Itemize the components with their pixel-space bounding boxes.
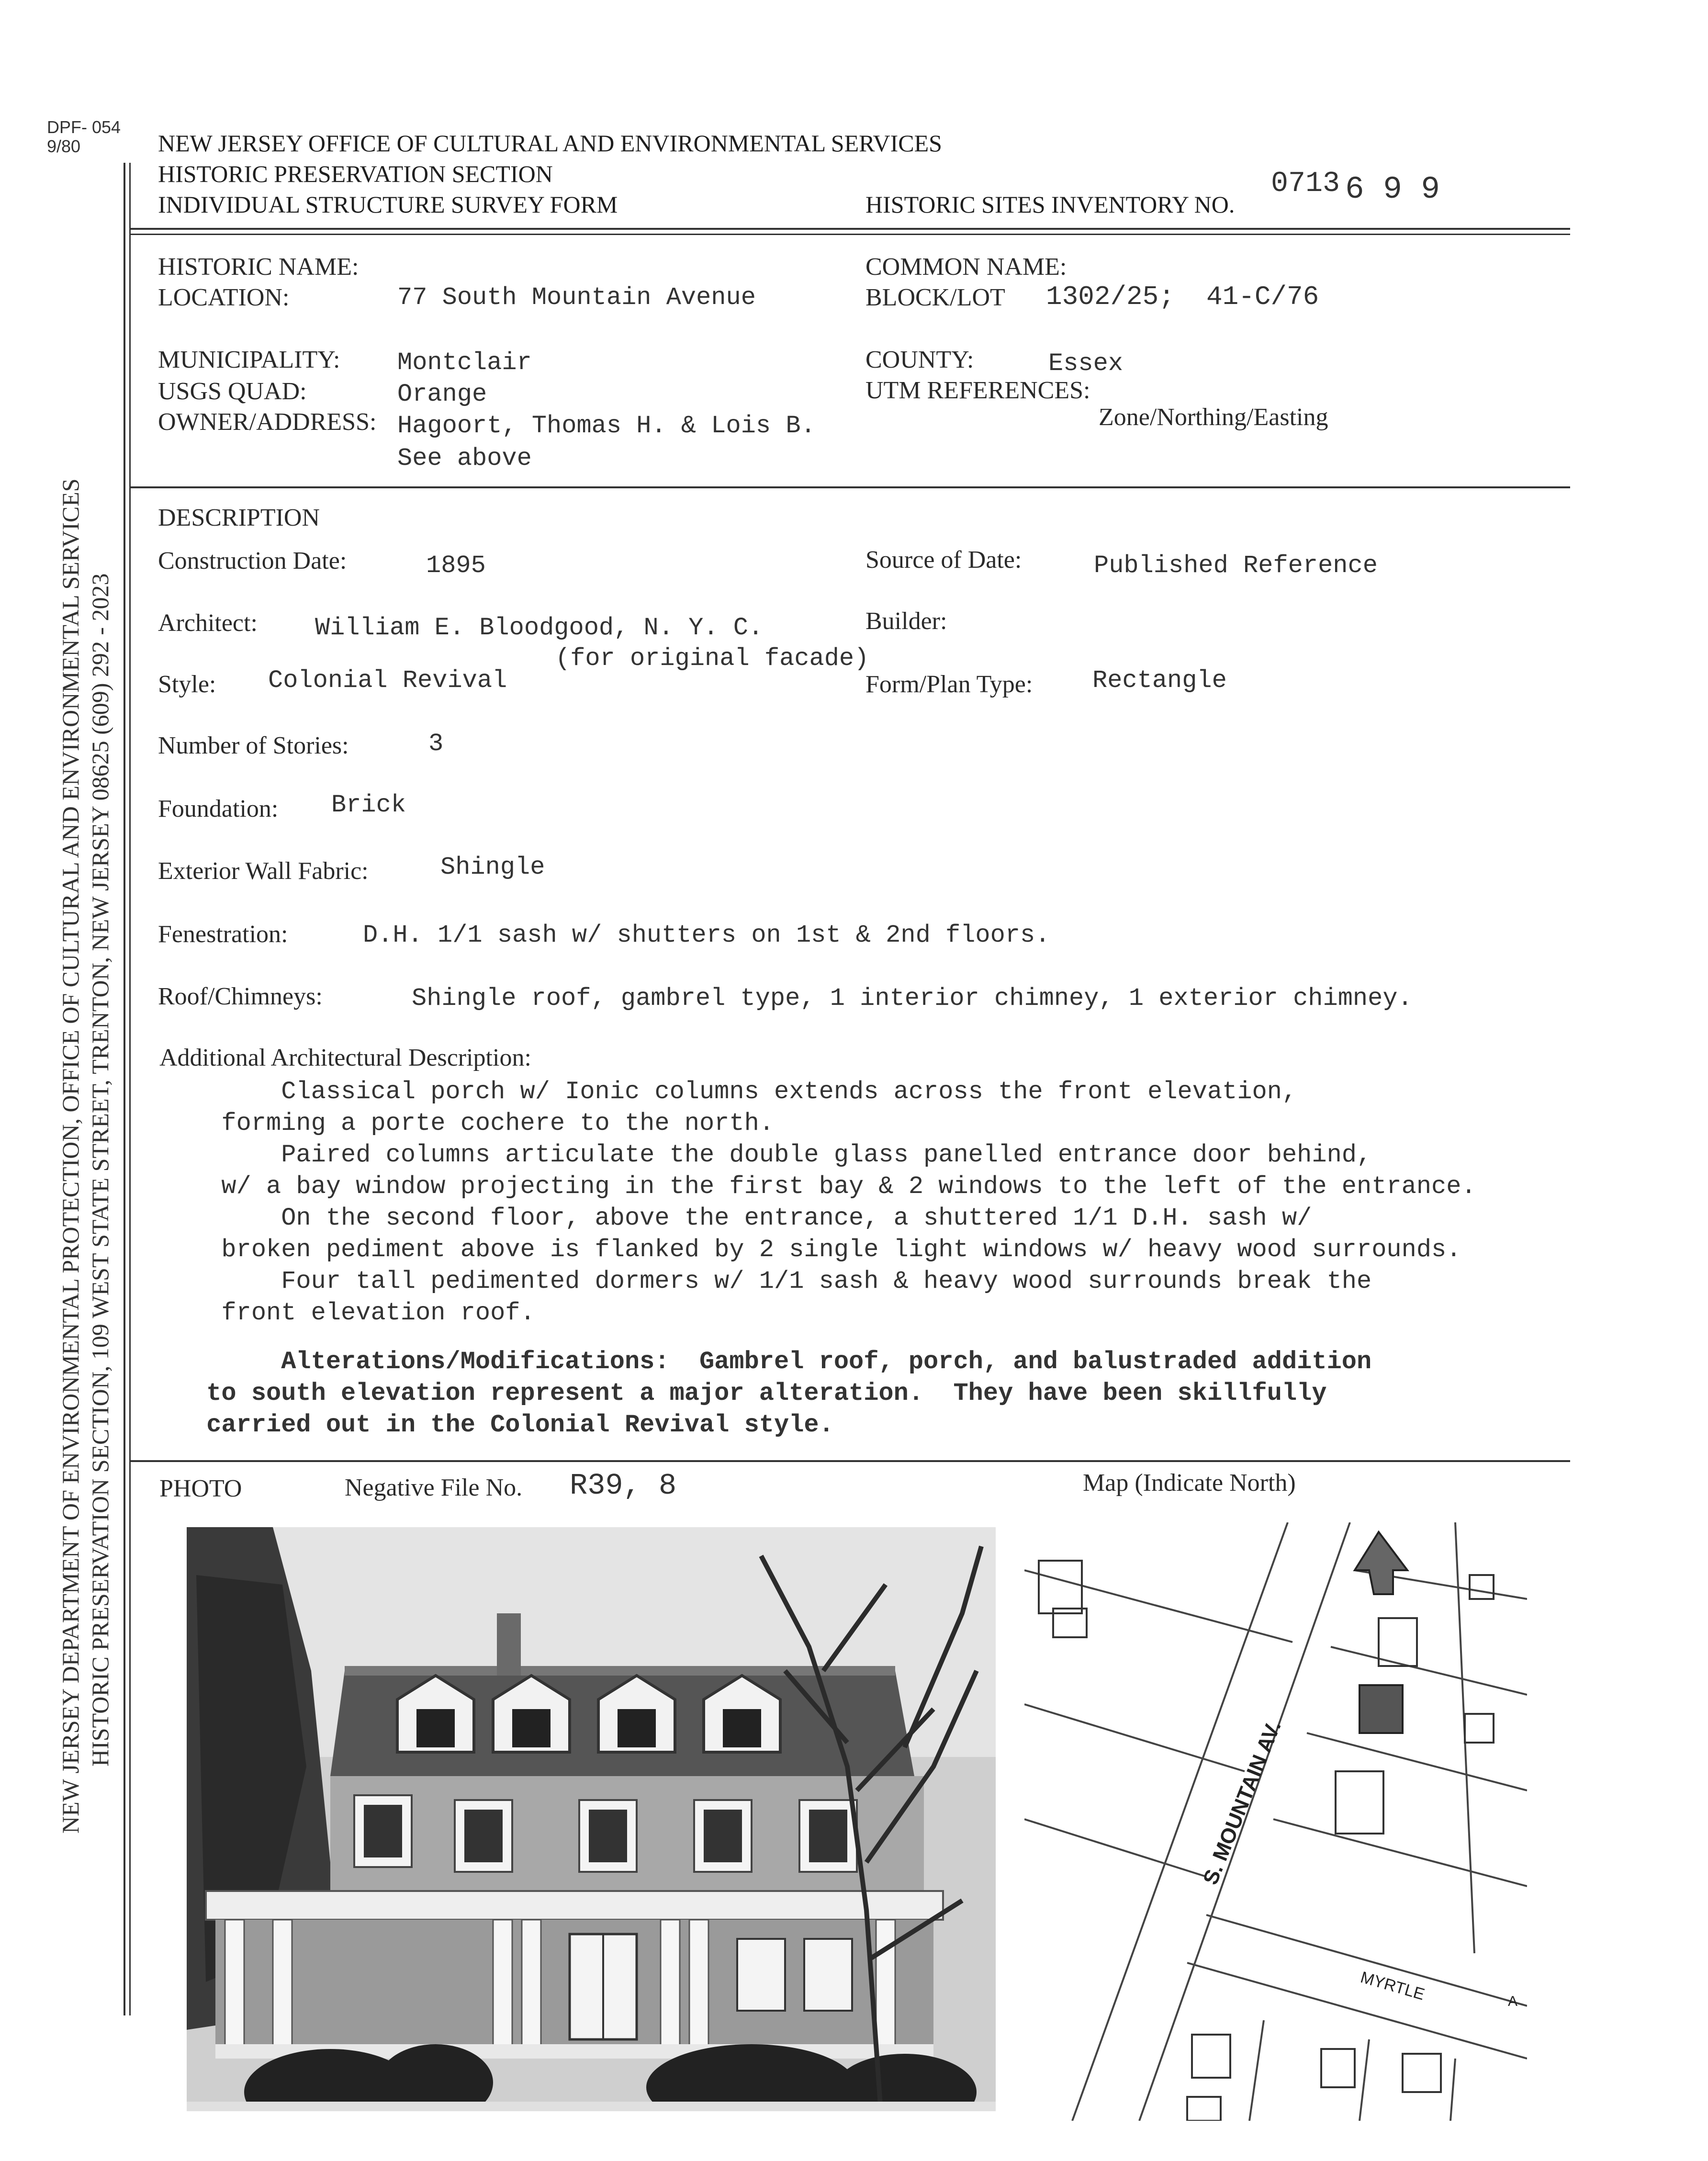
block-lot-value-2: 41-C/76 xyxy=(1206,281,1319,312)
form-plan-label: Form/Plan Type: xyxy=(865,671,1033,698)
building-photo xyxy=(187,1527,996,2111)
wall-fabric-value: Shingle xyxy=(440,853,545,881)
description-heading: DESCRIPTION xyxy=(158,504,320,531)
wall-fabric-label: Exterior Wall Fabric: xyxy=(158,857,369,885)
negative-file-value: R39, 8 xyxy=(570,1469,677,1503)
source-of-date-label: Source of Date: xyxy=(865,546,1022,574)
form-plan-value: Rectangle xyxy=(1092,666,1227,695)
source-of-date-value: Published Reference xyxy=(1094,552,1378,580)
fenestration-value: D.H. 1/1 sash w/ shutters on 1st & 2nd floors. xyxy=(363,921,1050,949)
common-name-label: COMMON NAME: xyxy=(865,253,1067,281)
negative-file-label: Negative File No. xyxy=(345,1474,523,1501)
inventory-prefix: 0713 xyxy=(1271,168,1340,200)
county-value: Essex xyxy=(1048,349,1124,378)
additional-description-text: Classical porch w/ Ionic columns extends across the front elevation, forming a porte cochere to the north. Paired columns articulate the double glass panelled entrance door behind, w/ a bay window projecting in the first bay & 2 windows to the left of the entrance. On the second floor, above the entrance, a shuttered 1/1 D.H. sash w/ broken pediment above is flanked by 2 single light windows w/ heavy wood surrounds. Four tall pedimented dormers w/ 1/1 sash & heavy wood surrounds break the front elevation roof. xyxy=(221,1078,1476,1327)
header-section: HISTORIC PRESERVATION SECTION xyxy=(158,160,553,187)
county-label: COUNTY: xyxy=(865,346,974,373)
architect-label: Architect: xyxy=(158,609,258,637)
form-date: 9/80 xyxy=(47,136,81,156)
usgs-quad-value: Orange xyxy=(397,380,487,408)
owner-address-value: See above xyxy=(397,444,532,473)
map-edge-label: A xyxy=(1508,1993,1518,2009)
block-lot-value: 1302/25; xyxy=(1046,281,1175,312)
side-text-address: HISTORIC PRESERVATION SECTION, 109 WEST STATE STREET, TRENTON, NEW JERSEY 08625 (609) 292 - 2023 xyxy=(87,573,113,1767)
utm-subheading: Zone/Northing/Easting xyxy=(1099,404,1328,431)
north-arrow-icon xyxy=(1355,1532,1407,1594)
construction-date-value: 1895 xyxy=(426,552,486,580)
foundation-label: Foundation: xyxy=(158,795,279,822)
header-office: NEW JERSEY OFFICE OF CULTURAL AND ENVIRONMENTAL SERVICES xyxy=(158,130,942,157)
municipality-value: Montclair xyxy=(397,349,532,377)
inventory-number: 6 9 9 xyxy=(1345,171,1440,207)
location-value: 77 South Mountain Avenue xyxy=(397,283,756,312)
municipality-label: MUNICIPALITY: xyxy=(158,346,340,373)
architect-value: William E. Bloodgood, N. Y. C. xyxy=(315,614,764,642)
identification-rule xyxy=(129,486,1570,488)
location-label: LOCATION: xyxy=(158,284,290,311)
header-form-title: INDIVIDUAL STRUCTURE SURVEY FORM xyxy=(158,191,618,218)
header-rule xyxy=(129,228,1570,230)
builder-label: Builder: xyxy=(865,608,947,635)
side-text-department: NEW JERSEY DEPARTMENT OF ENVIRONMENTAL PROTECTION, OFFICE OF CULTURAL AND ENVIRONMENTAL SERVICES xyxy=(57,478,84,1834)
style-value: Colonial Revival xyxy=(268,666,507,695)
block-lot-label: BLOCK/LOT xyxy=(865,284,1005,311)
architect-note: (for original facade) xyxy=(555,644,869,673)
left-margin-rule xyxy=(124,163,125,2015)
alterations-text: Alterations/Modifications: Gambrel roof, porch, and balustraded addition to south elevation represent a major alteration. They have been skillfully carried out in the Colonial Revival style. xyxy=(206,1348,1372,1439)
construction-date-label: Construction Date: xyxy=(158,547,347,574)
additional-description-label: Additional Architectural Description: xyxy=(159,1044,531,1071)
header-rule-double xyxy=(129,234,1570,235)
owner-address-label: OWNER/ADDRESS: xyxy=(158,408,377,436)
inventory-label: HISTORIC SITES INVENTORY NO. xyxy=(865,191,1235,218)
usgs-quad-label: USGS QUAD: xyxy=(158,378,307,405)
style-label: Style: xyxy=(158,671,216,698)
map-label: Map (Indicate North) xyxy=(1083,1469,1296,1497)
map-cross-street-label: MYRTLE xyxy=(1358,1968,1427,2004)
stories-value: 3 xyxy=(428,730,444,758)
photo-label: PHOTO xyxy=(159,1475,242,1502)
foundation-value: Brick xyxy=(331,791,406,819)
fenestration-label: Fenestration: xyxy=(158,921,288,948)
stories-label: Number of Stories: xyxy=(158,732,349,759)
form-code: DPF- 054 xyxy=(47,117,121,137)
utm-references-label: UTM REFERENCES: xyxy=(865,377,1090,404)
roof-chimneys-label: Roof/Chimneys: xyxy=(158,983,323,1010)
historic-name-label: HISTORIC NAME: xyxy=(158,253,359,281)
owner-value: Hagoort, Thomas H. & Lois B. xyxy=(397,412,816,440)
left-margin-rule-inner xyxy=(129,163,131,2015)
map-street-label: S. MOUNTAIN AV. xyxy=(1198,1717,1286,1888)
description-rule xyxy=(129,1460,1570,1462)
roof-chimneys-value: Shingle roof, gambrel type, 1 interior chimney, 1 exterior chimney. xyxy=(412,984,1413,1013)
location-map xyxy=(1024,1522,1527,2121)
subject-property-marker xyxy=(1360,1685,1403,1733)
